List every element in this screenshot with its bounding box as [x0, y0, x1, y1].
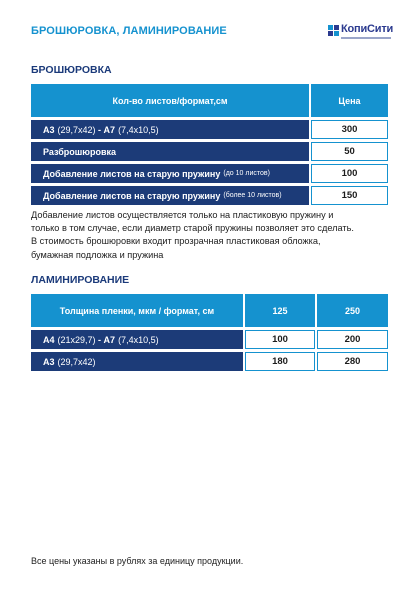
row-label: Разброшюровка	[31, 142, 309, 161]
binding-price-table	[31, 84, 388, 207]
column-header-thickness: Толщина пленки, мкм / формат, см	[31, 294, 243, 327]
note-line: Добавление листов осуществляется только на пластиковую пружину и	[31, 210, 334, 220]
logo-text: КопиСити	[341, 23, 394, 35]
row-label: А4 (21х29,7) - А7 (7,4х10,5)	[31, 330, 243, 349]
binding-note	[31, 209, 391, 262]
column-header-125: 125	[245, 294, 315, 327]
note-line: В стоимость брошюровки входит прозрачная пластиковая обложка,	[31, 236, 321, 247]
logo	[328, 22, 392, 42]
row-label: А3 (29,7х42) - А7 (7,4х10,5)	[31, 120, 309, 139]
page-title: БРОШЮРОВКА, ЛАМИНИРОВАНИЕ	[31, 25, 227, 37]
logo-mark-icon	[328, 25, 339, 36]
note-line: бумажная подложка и пружина	[31, 249, 164, 260]
row-price: 100	[311, 164, 388, 183]
note-line: только в том случае, если диаметр старой пружины позволяет это сделать.	[31, 223, 354, 234]
row-label: Добавление листов на старую пружину (до 10 листов)	[31, 164, 309, 183]
column-header-price: Цена	[311, 84, 388, 117]
footer-note: Все цены указаны в рублях за единицу продукции.	[31, 556, 244, 566]
row-price-125: 180	[245, 352, 315, 371]
row-price: 300	[311, 120, 388, 139]
logo-tagline	[341, 37, 391, 39]
row-price-250: 200	[317, 330, 388, 349]
row-price: 50	[311, 142, 388, 161]
row-price-250: 280	[317, 352, 388, 371]
row-label: А3 (29,7х42)	[31, 352, 243, 371]
row-label: Добавление листов на старую пружину (более 10 листов)	[31, 186, 309, 205]
binding-section-title: БРОШЮРОВКА	[31, 64, 112, 76]
lamination-section-title: ЛАМИНИРОВАНИЕ	[31, 274, 130, 286]
row-price: 150	[311, 186, 388, 205]
column-header-format: Кол-во листов/формат,см	[31, 84, 309, 117]
lamination-price-table	[31, 294, 388, 374]
row-price-125: 100	[245, 330, 315, 349]
column-header-250: 250	[317, 294, 388, 327]
